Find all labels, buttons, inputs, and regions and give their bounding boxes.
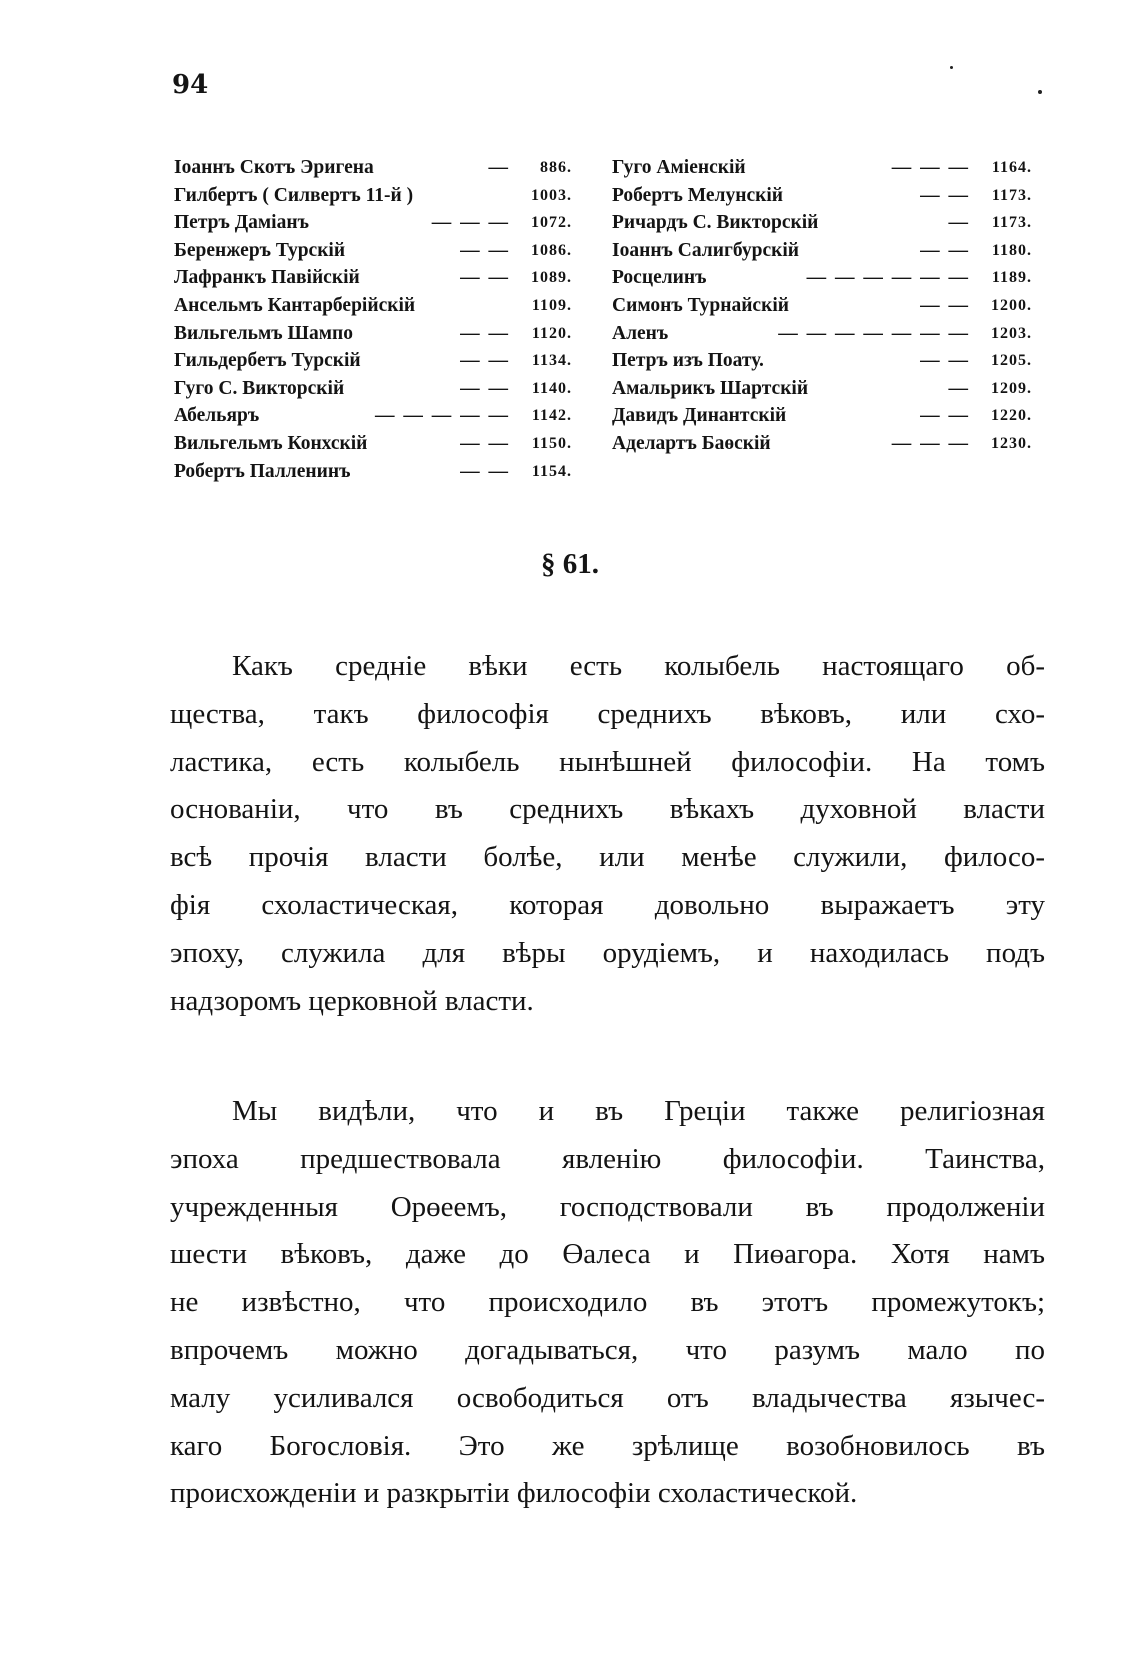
leader-dashes: — — — [891, 432, 970, 454]
year: 1142. [531, 407, 572, 425]
text-line: каго Богословія. Это же зрѣлище возобновилось въ [170, 1429, 1045, 1462]
leader-dashes: — — [920, 184, 970, 206]
philosopher-name: Симонъ Турнайскій [612, 294, 789, 316]
chronology-entry [612, 430, 1032, 458]
philosopher-name: Аленъ [612, 322, 669, 344]
leader-dashes: — — [460, 322, 510, 344]
philosopher-name: Іоаннъ Салигбурскій [612, 239, 799, 261]
philosopher-name: Робертъ Мелунскій [612, 184, 784, 206]
year: 1120. [531, 324, 572, 342]
chronology-entry [174, 264, 572, 292]
philosopher-name: Лафранкъ Павійскій [174, 267, 360, 289]
paragraph-1 [170, 643, 1045, 1025]
leader-dashes: — — [920, 405, 970, 427]
year: 886. [540, 159, 572, 176]
chronology-entry [174, 292, 572, 320]
year: 1203. [991, 324, 1032, 342]
year: 1150. [531, 434, 572, 452]
chronology-right-column [612, 154, 1032, 458]
chronology-entry [174, 430, 572, 458]
chronology-entry [612, 264, 1032, 292]
paragraph-2 [170, 1088, 1045, 1518]
leader-dashes: — — [920, 239, 970, 261]
year: 1134. [531, 352, 572, 370]
text-line: фія схоластическая, которая довольно выражаетъ эту [170, 888, 1045, 921]
year: 1220. [991, 407, 1032, 425]
chronology-entry [174, 237, 572, 265]
philosopher-name: Росцелинъ [612, 267, 707, 289]
chronology-entry [612, 402, 1032, 430]
chronology-left-column [174, 154, 572, 485]
chronology-entry [174, 154, 572, 182]
leader-dashes: — [948, 377, 970, 399]
text-line: эпоха предшествовала явленію философіи. Таинства, [170, 1142, 1045, 1175]
year: 1089. [531, 269, 572, 287]
year: 1140. [531, 379, 572, 397]
text-line: впрочемъ можно догадываться, что разумъ мало по [170, 1333, 1045, 1366]
philosopher-name: Амальрикъ Шартскій [612, 377, 809, 399]
year: 1209. [991, 379, 1032, 397]
philosopher-name: Петръ изъ Поату. [612, 350, 764, 372]
print-speck [950, 66, 953, 69]
text-line: надзоромъ церковной власти. [170, 984, 534, 1017]
year: 1173. [991, 214, 1032, 232]
year: 1200. [991, 296, 1032, 314]
chronology-entry [174, 402, 572, 430]
philosopher-name: Гильдербетъ Турскій [174, 350, 361, 372]
chronology-entry [612, 320, 1032, 348]
leader-dashes: — — [460, 432, 510, 454]
chronology-entry [174, 347, 572, 375]
philosopher-name: Аделартъ Баөскій [612, 432, 771, 454]
print-speck [1038, 90, 1042, 94]
leader-dashes: — [948, 212, 970, 234]
philosopher-name: Гилбертъ ( Силвертъ 11-й ) [174, 184, 414, 206]
text-line: учрежденныя Орөеемъ, господствовали въ продолженіи [170, 1190, 1045, 1223]
philosopher-name: Ансельмъ Кантарберійскій [174, 294, 416, 316]
year: 1164. [991, 159, 1032, 176]
chronology-entry [174, 320, 572, 348]
chronology-entry [612, 154, 1032, 182]
philosopher-name: Давидъ Динантскій [612, 405, 787, 427]
text-line: основаніи, что въ среднихъ вѣкахъ духовной власти [170, 793, 1045, 826]
chronology-entry [612, 292, 1032, 320]
text-line: щества, такъ философія среднихъ вѣковъ, или схо- [170, 697, 1045, 730]
leader-dashes: — — [920, 294, 970, 316]
year: 1109. [531, 296, 572, 314]
philosopher-name: Гуго С. Викторскій [174, 377, 345, 399]
leader-dashes: — — [460, 267, 510, 289]
chronology-entry [174, 375, 572, 403]
section-heading: § 61. [541, 548, 599, 580]
philosopher-name: Іоаннъ Скотъ Эригена [174, 157, 374, 178]
chronology-entry [174, 182, 572, 210]
text-line: происхожденіи и разкрытіи философіи схоластической. [170, 1477, 858, 1510]
leader-dashes: — — — — — — — [778, 322, 970, 344]
year: 1180. [991, 241, 1032, 259]
philosopher-name: Робертъ Палленинъ [174, 460, 351, 482]
chronology-entry [612, 237, 1032, 265]
text-line: Мы видѣли, что и въ Греціи также религіозная [232, 1095, 1045, 1127]
chronology-entry [612, 375, 1032, 403]
year: 1086. [531, 241, 572, 259]
text-line: Какъ средніе вѣки есть колыбель настоящаго об- [232, 650, 1045, 682]
leader-dashes: — — — [431, 212, 510, 234]
text-line: всѣ прочія власти болѣе, или менѣе служили, филосо- [170, 841, 1045, 874]
chronology-entry [612, 209, 1032, 237]
philosopher-name: Абельяръ [174, 405, 260, 427]
page-number: 94 [172, 70, 209, 100]
leader-dashes: — — [460, 377, 510, 399]
text-line: не извѣстно, что происходило въ этотъ промежутокъ; [170, 1286, 1045, 1319]
chronology-entry [174, 458, 572, 486]
philosopher-name: Вильгельмъ Шампо [174, 322, 353, 344]
year: 1173. [991, 186, 1032, 204]
leader-dashes: — — [460, 460, 510, 482]
text-line: ластика, есть колыбель нынѣшней философіи. На томъ [170, 745, 1045, 778]
leader-dashes: — — — — — — [806, 267, 970, 289]
chronology-entry [612, 347, 1032, 375]
chronology-entry [612, 182, 1032, 210]
philosopher-name: Петръ Даміанъ [174, 212, 309, 234]
year: 1154. [531, 462, 572, 480]
philosopher-name: Ричардъ С. Викторскій [612, 212, 819, 234]
leader-dashes: — [488, 157, 510, 178]
chronology-entry [174, 209, 572, 237]
leader-dashes: — — [460, 350, 510, 372]
year: 1205. [991, 352, 1032, 370]
text-line: малу усиливался освободиться отъ владычества язычес- [170, 1381, 1045, 1414]
text-line: эпоху, служила для вѣры орудіемъ, и находилась подъ [170, 936, 1045, 969]
philosopher-name: Вильгельмъ Конхскій [174, 432, 368, 454]
philosopher-name: Гуго Аміенскій [612, 157, 746, 178]
philosopher-name: Беренжеръ Турскій [174, 239, 346, 261]
text-line: шести вѣковъ, даже до Өалеса и Пиөагора. Хотя намъ [170, 1238, 1045, 1271]
year: 1003. [531, 186, 572, 204]
year: 1189. [991, 269, 1032, 287]
year: 1230. [991, 434, 1032, 452]
leader-dashes: — — [920, 350, 970, 372]
year: 1072. [531, 214, 572, 232]
leader-dashes: — — — — — [375, 405, 510, 427]
leader-dashes: — — — [891, 157, 970, 178]
leader-dashes: — — [460, 239, 510, 261]
